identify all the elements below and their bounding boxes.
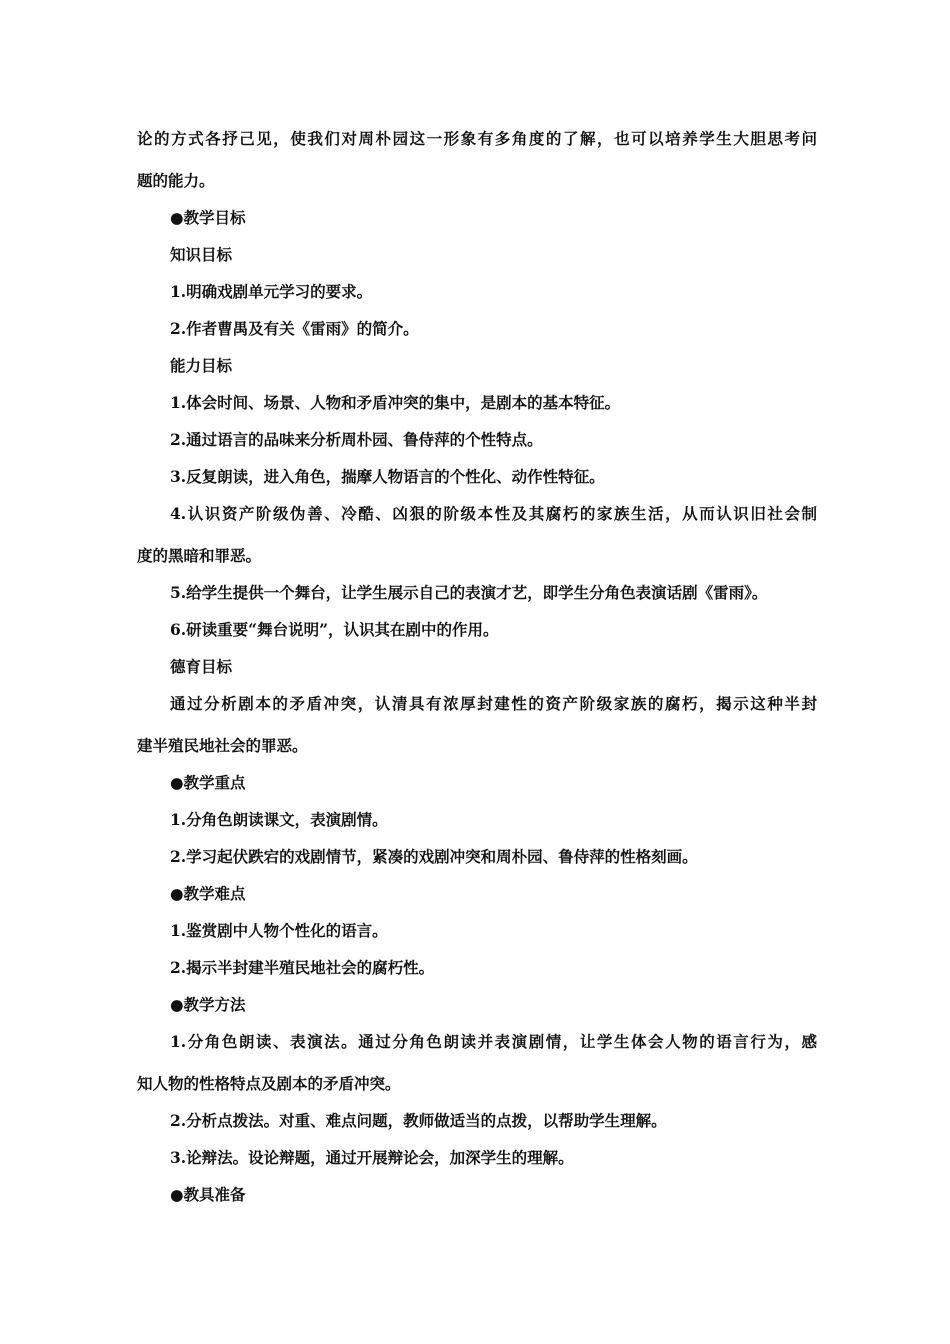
heading-teaching-objectives: ●教学目标 bbox=[170, 208, 246, 227]
paragraph-moral-objective-continuation: 建半殖民地社会的罪恶。 bbox=[137, 736, 308, 755]
subheading-knowledge-objectives: 知识目标 bbox=[170, 245, 233, 264]
list-item: 1.分角色朗读、表演法。通过分角色朗读并表演剧情，让学生体会人物的语言行为，感 bbox=[170, 1032, 817, 1051]
list-item: 4.认识资产阶级伪善、冷酷、凶狠的阶级本性及其腐朽的家族生活，从而认识旧社会制 bbox=[170, 504, 817, 523]
list-item: 1.明确戏剧单元学习的要求。 bbox=[170, 282, 373, 301]
list-item: 3.反复朗读，进入角色，揣摩人物语言的个性化、动作性特征。 bbox=[170, 467, 605, 486]
list-item: 1.分角色朗读课文，表演剧情。 bbox=[170, 810, 388, 829]
list-item: 1.体会时间、场景、人物和矛盾冲突的集中，是剧本的基本特征。 bbox=[170, 393, 621, 412]
list-item: 5.给学生提供一个舞台，让学生展示自己的表演才艺，即学生分角色表演话剧《雷雨》。 bbox=[170, 583, 768, 602]
list-item-continuation: 知人物的性格特点及剧本的矛盾冲突。 bbox=[137, 1074, 401, 1093]
list-item-continuation: 度的黑暗和罪恶。 bbox=[137, 546, 262, 565]
heading-teaching-aids: ●教具准备 bbox=[170, 1185, 246, 1204]
list-item: 2.学习起伏跌宕的戏剧情节，紧凑的戏剧冲突和周朴园、鲁侍萍的性格刻画。 bbox=[170, 847, 698, 866]
heading-teaching-focus: ●教学重点 bbox=[170, 773, 246, 792]
list-item: 2.通过语言的品味来分析周朴园、鲁侍萍的个性特点。 bbox=[170, 430, 543, 449]
paragraph-intro-continuation-tail: 题的能力。 bbox=[137, 171, 215, 190]
heading-teaching-difficulties: ●教学难点 bbox=[170, 884, 246, 903]
subheading-moral-objectives: 德育目标 bbox=[170, 657, 233, 676]
list-item: 3.论辩法。设论辩题，通过开展辩论会，加深学生的理解。 bbox=[170, 1148, 574, 1167]
list-item: 2.揭示半封建半殖民地社会的腐朽性。 bbox=[170, 958, 435, 977]
heading-teaching-methods: ●教学方法 bbox=[170, 995, 246, 1014]
paragraph-intro-continuation: 论的方式各抒己见，使我们对周朴园这一形象有多角度的了解，也可以培养学生大胆思考问 bbox=[137, 129, 817, 148]
list-item: 6.研读重要“舞台说明”，认识其在剧中的作用。 bbox=[170, 620, 499, 639]
subheading-ability-objectives: 能力目标 bbox=[170, 356, 233, 375]
document-body bbox=[137, 120, 817, 1213]
list-item: 2.分析点拨法。对重、难点问题，教师做适当的点拨，以帮助学生理解。 bbox=[170, 1111, 667, 1130]
paragraph-moral-objective: 通过分析剧本的矛盾冲突，认清具有浓厚封建性的资产阶级家族的腐朽，揭示这种半封 bbox=[170, 694, 817, 713]
list-item: 1.鉴赏剧中人物个性化的语言。 bbox=[170, 921, 388, 940]
list-item: 2.作者曹禺及有关《雷雨》的简介。 bbox=[170, 319, 419, 338]
